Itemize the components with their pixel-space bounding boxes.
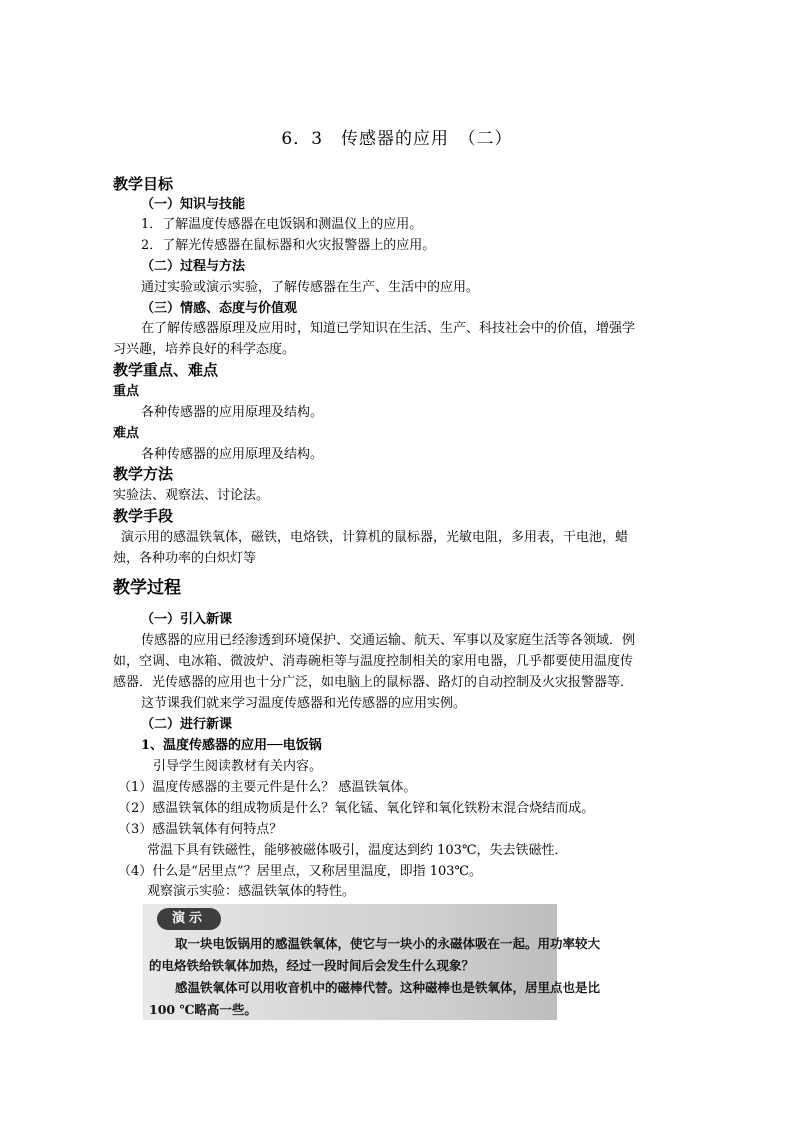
focus-label: 重点 bbox=[113, 384, 140, 399]
emotion-heading: （三）情感、态度与价值观 bbox=[141, 301, 298, 316]
knowledge-item-2: 2．了解光传感器在鼠标器和火灾报警器上的应用。 bbox=[141, 238, 436, 253]
question-3: （3）感温铁氧体有何特点？ bbox=[118, 822, 283, 837]
demo-line-1: 取一块电饭锅用的感温铁氧体，使它与一块小的永磁体吸在一起。用功率较大 bbox=[175, 936, 601, 951]
intro-line-3: 感器．光传感器的应用也十分广泛，如电脑上的鼠标器、路灯的自动控制及火灾报警器等． bbox=[113, 675, 634, 690]
process-heading: 教学过程 bbox=[113, 578, 181, 598]
emotion-text-line-1: 在了解传感器原理及应用时，知道已学知识在生活、生产、科技社会中的价值，增强学 bbox=[141, 321, 636, 336]
method-text: 实验法、观察法、讨论法。 bbox=[113, 488, 270, 503]
process-method-heading: （二）过程与方法 bbox=[141, 259, 246, 274]
demo-line-2: 的电烙铁给铁氧体加热，经过一段时间后会发生什么现象？ bbox=[149, 958, 475, 973]
method-heading: 教学方法 bbox=[113, 465, 174, 483]
answer-3: 常温下具有铁磁性，能够被磁体吸引，温度达到约 103℃，失去铁磁性． bbox=[147, 843, 568, 858]
demo-line-4: 100 ℃略高一些。 bbox=[149, 1002, 257, 1017]
new-lesson-heading: （二）进行新课 bbox=[141, 717, 233, 732]
observe-text: 观察演示实验：感温铁氧体的特性。 bbox=[147, 884, 356, 899]
knowledge-item-1: 1．了解温度传感器在电饭锅和测温仪上的应用。 bbox=[141, 217, 423, 232]
means-heading: 教学手段 bbox=[113, 507, 174, 525]
guide-text: 引导学生阅读教材有关内容。 bbox=[153, 759, 323, 774]
demo-badge: 演示 bbox=[157, 908, 221, 930]
question-2: （2）感温铁氧体的组成物质是什么？氧化锰、氧化锌和氧化铁粉末混合烧结而成。 bbox=[118, 801, 595, 816]
goals-heading: 教学目标 bbox=[113, 175, 174, 193]
section-1-heading: 1、温度传感器的应用──电饭锅 bbox=[141, 738, 322, 753]
difficulty-label: 难点 bbox=[113, 426, 140, 441]
intro-heading: （一）引入新课 bbox=[141, 612, 233, 627]
focus-text: 各种传感器的应用原理及结构。 bbox=[141, 405, 324, 420]
intro-line-2: 如，空调、电冰箱、微波炉、消毒碗柜等与温度控制相关的家用电器，几乎都要使用温度传 bbox=[113, 654, 634, 669]
difficulty-text: 各种传感器的应用原理及结构。 bbox=[141, 447, 324, 462]
means-text-line-1: 演示用的感温铁氧体，磁铁，电烙铁，计算机的鼠标器，光敏电阻，多用表，干电池，蜡 bbox=[121, 530, 629, 545]
demo-scan-image bbox=[143, 904, 601, 1020]
demo-line-3: 感温铁氧体可以用收音机中的磁棒代替。这种磁棒也是铁氧体，居里点也是比 bbox=[175, 980, 601, 995]
means-text-line-2: 烛，各种功率的白炽灯等 bbox=[113, 551, 257, 566]
key-points-heading: 教学重点、难点 bbox=[113, 361, 219, 379]
question-4: （4）什么是“居里点”？居里点，又称居里温度，即指 103℃。 bbox=[118, 864, 483, 879]
page-title: 6．3 传感器的应用 （二） bbox=[281, 129, 513, 149]
intro-line-4: 这节课我们就来学习温度传感器和光传感器的应用实例。 bbox=[141, 696, 467, 711]
process-method-text: 通过实验或演示实验，了解传感器在生产、生活中的应用。 bbox=[141, 280, 480, 295]
question-1: （1）温度传感器的主要元件是什么？ 感温铁氧体。 bbox=[118, 780, 417, 795]
emotion-text-line-2: 习兴趣，培养良好的科学态度。 bbox=[113, 342, 296, 357]
intro-line-1: 传感器的应用已经渗透到环境保护、交通运输、航天、军事以及家庭生活等各领域．例 bbox=[141, 633, 636, 648]
knowledge-heading: （一）知识与技能 bbox=[141, 197, 246, 212]
